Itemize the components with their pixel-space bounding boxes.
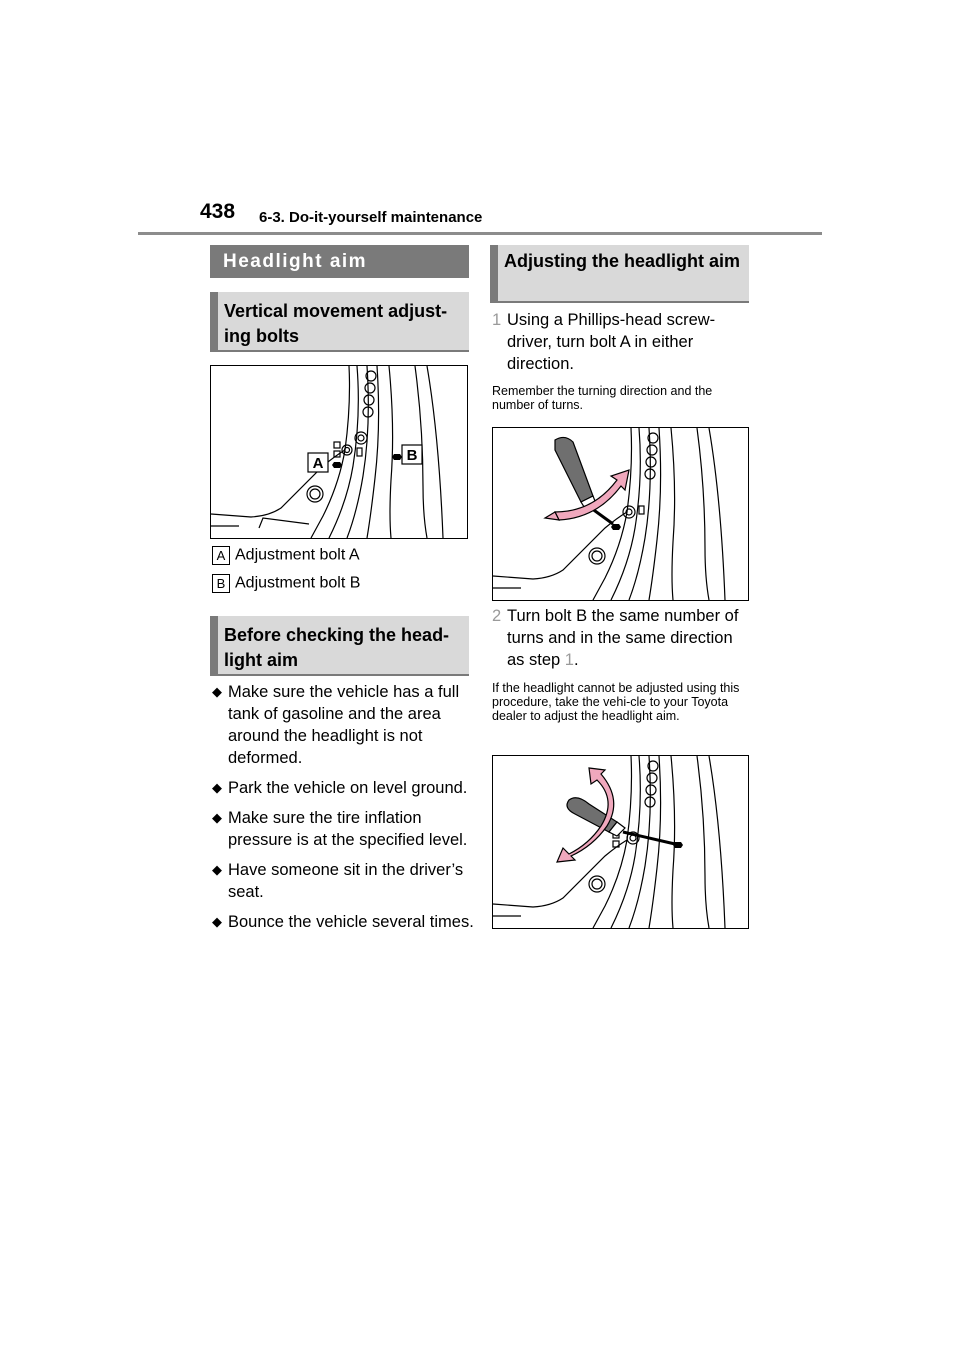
callout-b-marker: B xyxy=(212,574,230,593)
callout-a-text: Adjustment bolt A xyxy=(235,546,360,564)
callout-a xyxy=(212,546,360,565)
callout-b-text: Adjustment bolt B xyxy=(235,574,361,592)
adjusting-aim-subheading: Adjusting the headlight aim xyxy=(490,245,749,303)
headlight-aim-heading: Headlight aim xyxy=(210,245,469,278)
step-1-figure xyxy=(492,427,749,601)
headlight-bolts-illustration xyxy=(211,366,467,538)
screwdriver-bolt-a-illustration xyxy=(493,428,748,600)
step-1 xyxy=(492,309,752,375)
step-2-ref: 1 xyxy=(564,651,574,669)
step-1-number: 1 xyxy=(492,311,502,329)
screwdriver-bolt-b-illustration xyxy=(493,756,748,928)
callout-b xyxy=(212,574,360,593)
bolts-figure xyxy=(210,365,468,539)
figure-label-b: B xyxy=(406,447,418,464)
step-2-number: 2 xyxy=(492,607,502,625)
header-rule xyxy=(138,232,822,235)
list-item: ◆ Make sure the tire inflation pressure is at the specified level. xyxy=(212,807,474,851)
step-2-figure xyxy=(492,755,749,929)
list-item: ◆ Make sure the vehicle has a full tank of gasoline and the area around the headlight is not deformed. xyxy=(212,681,474,769)
list-item: ◆ Bounce the vehicle several times. xyxy=(212,911,474,933)
note-2: If the headlight cannot be adjusted using this procedure, take the vehi-cle to your Toyota dealer to adjust the headlight aim. xyxy=(492,681,740,723)
vertical-bolts-subheading: Vertical movement adjust-ing bolts xyxy=(210,292,469,352)
preparation-list xyxy=(212,681,474,941)
note-1: Remember the turning direction and the number of turns. xyxy=(492,384,713,412)
step-2-end: . xyxy=(573,651,579,669)
section-title: 6-3. Do-it-yourself maintenance xyxy=(259,209,483,226)
step-1-text: Using a Phillips-head screw-driver, turn bolt A in either direction. xyxy=(507,311,716,373)
list-item: ◆ Have someone sit in the driver’s seat. xyxy=(212,859,474,903)
list-item: ◆ Park the vehicle on level ground. xyxy=(212,777,474,799)
before-checking-subheading: Before checking the head-light aim xyxy=(210,616,469,676)
step-2-text: Turn bolt B the same number of turns and in the same direction as step xyxy=(507,607,739,669)
figure-label-a: A xyxy=(312,455,324,472)
step-2 xyxy=(492,605,752,671)
page-number: 438 xyxy=(200,200,236,223)
callout-a-marker: A xyxy=(212,546,230,565)
